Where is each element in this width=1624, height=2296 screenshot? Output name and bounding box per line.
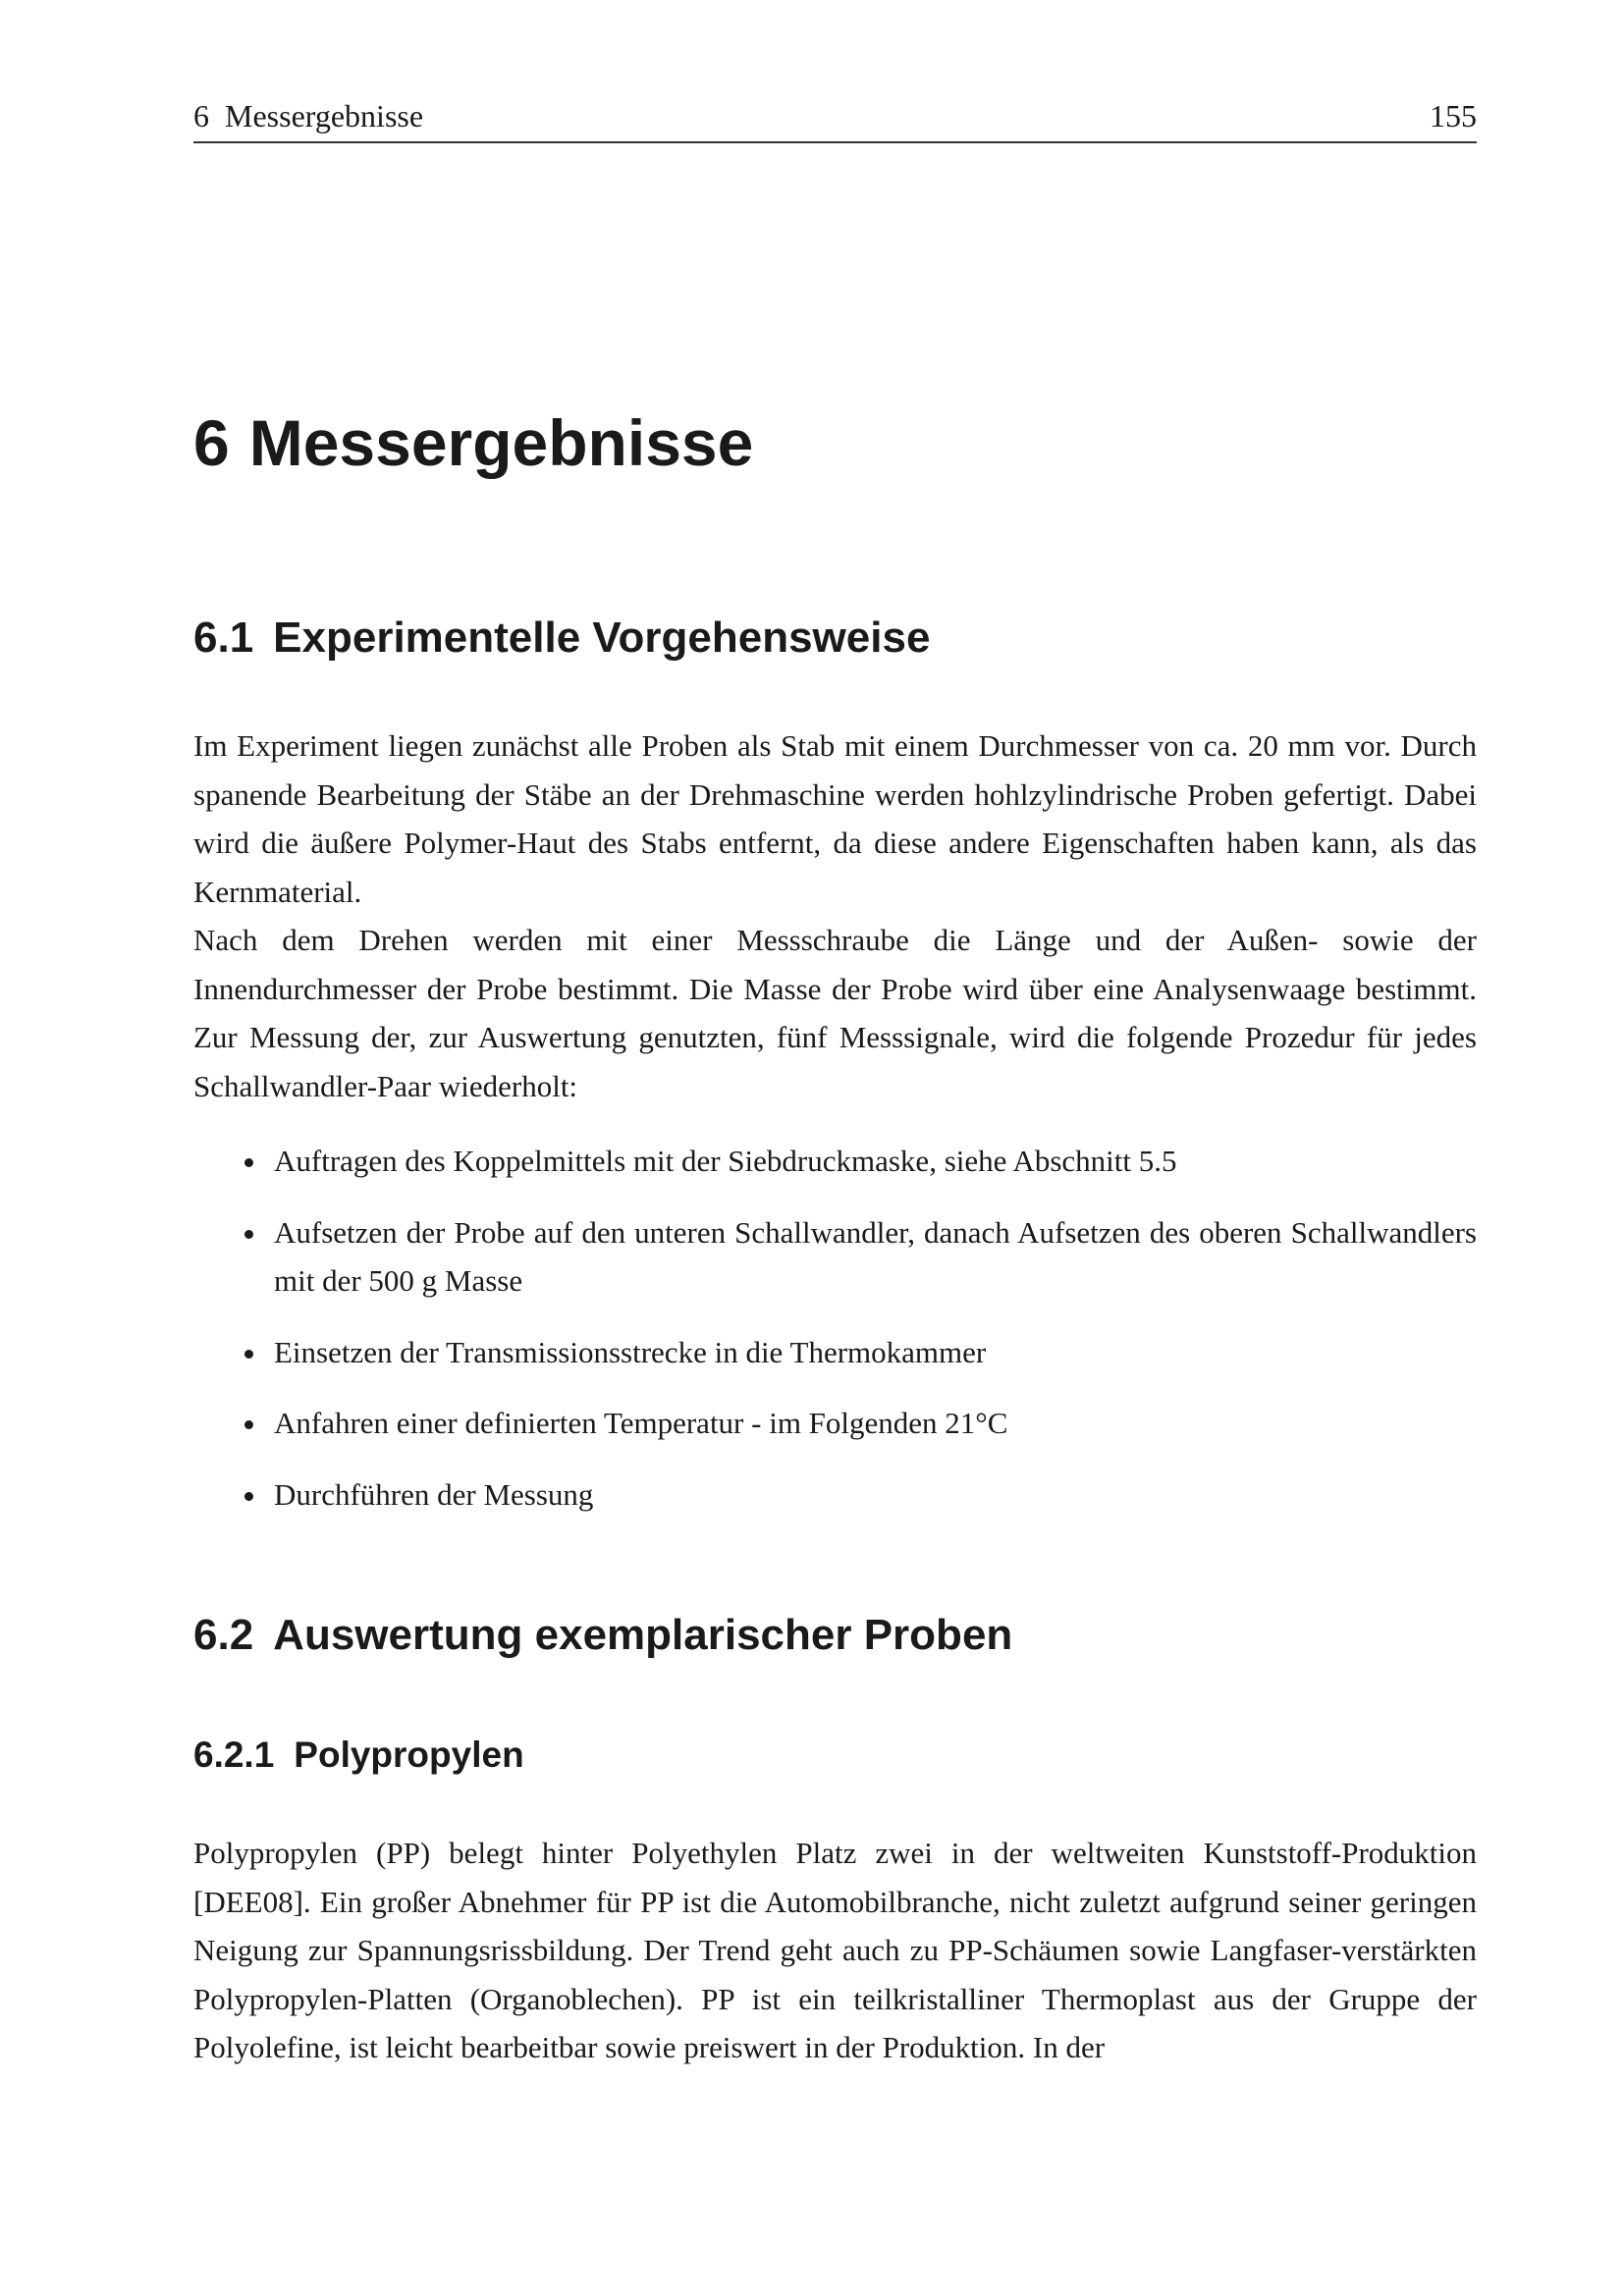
list-item: Durchführen der Messung	[193, 1470, 1477, 1520]
page-number: 155	[1430, 98, 1477, 133]
list-item: Anfahren einer definierten Temperatur - im Folgenden 21°C	[193, 1399, 1477, 1448]
paragraph: Im Experiment liegen zunächst alle Proben als Stab mit einem Durchmesser von ca. 20 mm vor. Durch spanende Bearbeitung der Stäbe an der Drehmaschine werden hohlzylindrische Proben gefertigt. Dabei wird die äußere Polymer-Haut des Stabs entfernt, da diese andere Eigenschaften haben kann, als das Kernmaterial.	[193, 728, 1477, 909]
document-page	[193, 0, 1477, 2296]
list-item: Auftragen des Koppelmittels mit der Siebdruckmaske, siehe Abschnitt 5.5	[193, 1137, 1477, 1186]
section-number: 6.1	[193, 614, 254, 662]
subsection-6-2-1-body	[193, 1829, 1477, 2072]
list-item: Einsetzen der Transmissionsstrecke in die Thermokammer	[193, 1328, 1477, 1377]
paragraph: Nach dem Drehen werden mit einer Messschraube die Länge und der Außen- sowie der Innendurchmesser der Probe bestimmt. Die Masse der Probe wird über eine Analysenwaage bestimmt. Zur Messung der, zur Auswertung genutzten, fünf Messsignale, wird die folgende Prozedur für jedes Schallwandler-Paar wiederholt:	[193, 923, 1477, 1103]
subsection-number: 6.2.1	[193, 1735, 275, 1775]
chapter-title-text: Messergebnisse	[248, 406, 754, 479]
paragraph: Polypropylen (PP) belegt hinter Polyethylen Platz zwei in der weltweiten Kunststoff-Produktion [DEE08]. Ein großer Abnehmer für PP ist die Automobilbranche, nicht zuletzt aufgrund seiner geringen Neigung zur Spannungsrissbildung. Der Trend geht auch zu PP-Schäumen sowie Langfaser-verstärkten Polypropylen-Platten (Organoblechen). PP ist ein teilkristalliner Thermoplast aus der Gruppe der Polyolefine, ist leicht bearbeitbar sowie preiswert in der Produktion. In der	[193, 1836, 1477, 2064]
running-header	[193, 96, 1477, 143]
running-header-chapter: 6 Messergebnisse	[193, 98, 424, 133]
section-title-6-2	[193, 1611, 1013, 1659]
section-title-text: Experimentelle Vorgehensweise	[273, 614, 931, 662]
list-item: Aufsetzen der Probe auf den unteren Schallwandler, danach Aufsetzen des oberen Schallwandlers mit der 500 g Masse	[193, 1208, 1477, 1306]
section-title-text: Auswertung exemplarischer Proben	[273, 1611, 1013, 1659]
chapter-number: 6	[193, 406, 230, 479]
section-title-6-1	[193, 616, 930, 660]
subsection-title-6-2-1	[193, 1736, 524, 1773]
section-6-1-body	[193, 721, 1477, 1110]
chapter-title	[193, 406, 754, 479]
section-number: 6.2	[193, 1611, 254, 1659]
procedure-list	[193, 1137, 1477, 1541]
subsection-title-text: Polypropylen	[294, 1735, 524, 1775]
